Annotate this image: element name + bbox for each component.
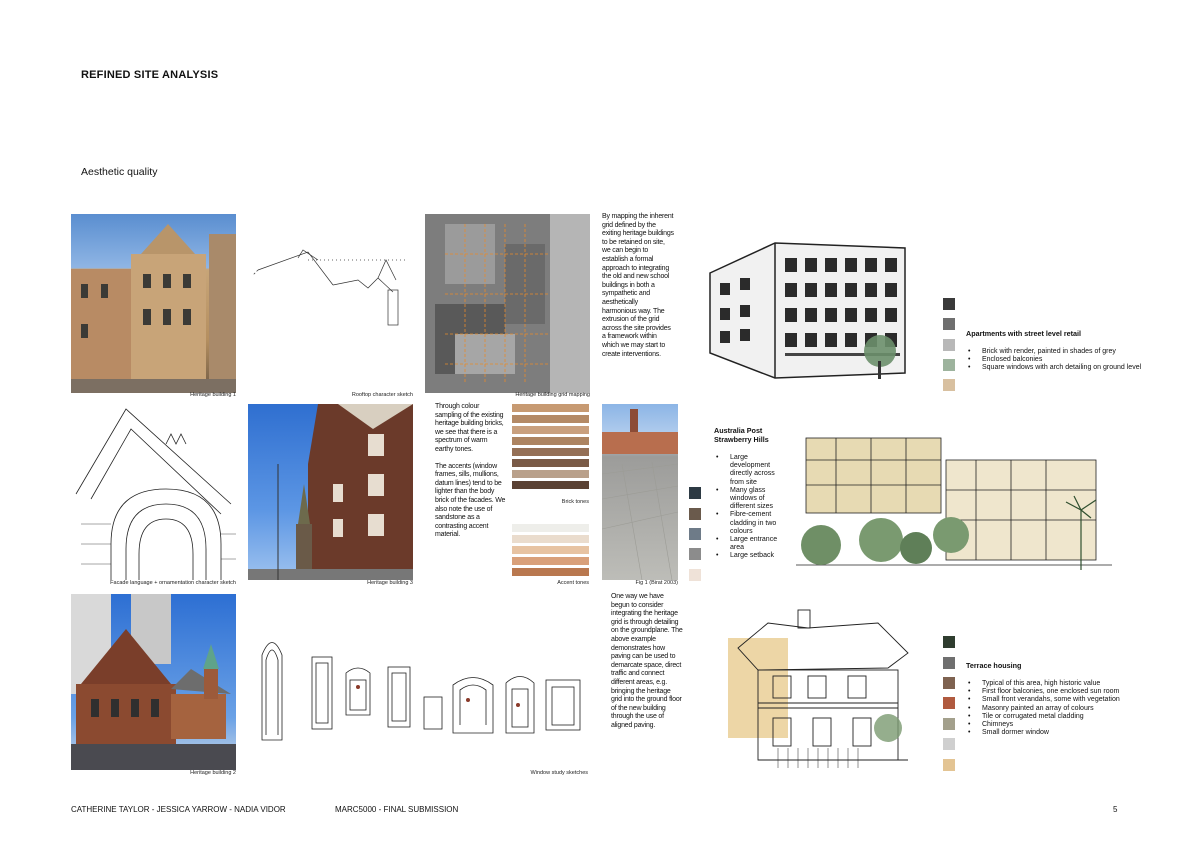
terrace-item: • First floor balconies, one enclosed sun room [982, 688, 1141, 696]
australia-post-title-line-1: Australia Post [714, 426, 763, 435]
apartment-swatch-1 [943, 298, 955, 310]
apartments-item: • Square windows with arch detailing on ground level [982, 364, 1156, 372]
caption-brick-tones: Brick tones [561, 499, 589, 505]
window-study-sketches [248, 625, 588, 745]
brick-tone [512, 470, 589, 478]
grid-description: By mapping the inherent grid defined by the exiting heritage buildings to be retained on site, we can begin to establish a formal approach to integrating the old and new school buildings in both a sympathetic and aesthetically harmonious way. The extrusion of the grid across the site provides a framework within which we may start to create interventions. [602, 213, 674, 358]
terrace-swatch-1 [943, 636, 955, 648]
terrace-swatch-4 [943, 697, 955, 709]
caption-heritage-2: Heritage building 2 [190, 770, 236, 776]
ap-swatch-1 [689, 487, 701, 499]
australia-post-item: • Fibre-cement cladding in two colours [730, 511, 786, 536]
caption-heritage-3: Heritage building 3 [367, 580, 413, 586]
footer-authors: CATHERINE TAYLOR - JESSICA YARROW - NADIA VIDOR [71, 805, 286, 814]
australia-post-item: • Many glass windows of different sizes [730, 487, 786, 512]
page-title: REFINED SITE ANALYSIS [81, 69, 219, 81]
apartments-title: Apartments with street level retail [966, 329, 1082, 338]
terrace-item: • Small dormer window [982, 729, 1141, 737]
australia-post-sketch [796, 430, 1112, 580]
apartment-swatch-2 [943, 318, 955, 330]
paving-photo [602, 404, 678, 580]
accent-tone [512, 535, 589, 543]
brick-tone [512, 404, 589, 412]
apartments-card [966, 329, 1156, 373]
caption-heritage-1: Heritage building 1 [190, 392, 236, 398]
caption-window-study: Window study sketches [530, 770, 588, 776]
apartments-sketch [705, 233, 915, 383]
ap-swatch-3 [689, 528, 701, 540]
terrace-housing-sketch [718, 608, 918, 773]
terrace-swatch-3 [943, 677, 955, 689]
brick-tone [512, 437, 589, 445]
terrace-swatch-7 [943, 759, 955, 771]
australia-post-item: • Large entrance area [730, 536, 786, 552]
accent-tone [512, 557, 589, 565]
caption-rooftop: Rooftop character sketch [351, 392, 413, 398]
heritage-building-1-photo [71, 214, 236, 393]
australia-post-title-line-2: Strawberry Hills [714, 435, 769, 444]
paving-description: One way we have begun to consider integrating the heritage grid is through detailing on the groundplane. The above example demonstrates how paving can be used to demarcate space, direct traffic and connect different areas, e.g. bringing the heritage grid into the ground floor of the new building through the use of aligned paving. [611, 593, 683, 729]
heritage-building-2-photo [71, 594, 236, 770]
grid-mapping-aerial [425, 214, 590, 393]
brick-tone [512, 415, 589, 423]
apartment-swatch-5 [943, 379, 955, 391]
australia-post-item: • Large development directly across from site [730, 454, 786, 487]
brick-tone [512, 459, 589, 467]
apartments-item: • Brick with render, painted in shades of grey [982, 348, 1156, 356]
caption-facade: Facade language + ornamentation character sketch [110, 580, 236, 586]
terrace-item: • Small front verandahs, some with vegetation [982, 696, 1141, 704]
brick-tone [512, 448, 589, 456]
footer-course: MARC5000 - FINAL SUBMISSION [335, 805, 459, 814]
ap-swatch-2 [689, 508, 701, 520]
colour-description [435, 403, 507, 548]
australia-post-title [714, 426, 786, 444]
terrace-item: • Masonry painted an array of colours [982, 705, 1141, 713]
heritage-building-3-photo [248, 404, 413, 580]
page-number: 5 [1113, 805, 1118, 814]
ap-swatch-5 [689, 569, 701, 581]
colour-paragraph-2: The accents (window frames, sills, mullions, datum lines) tend to be lighter than the body brick of the facades. We also note the use of sandstone as a contrasting accent material. [435, 462, 506, 539]
rooftop-sketch [248, 240, 413, 360]
caption-fig: Fig 1 (Birat 2003) [635, 580, 678, 586]
brick-tone [512, 426, 589, 434]
terrace-item: • Chimneys [982, 721, 1141, 729]
accent-tone [512, 546, 589, 554]
australia-post-card [714, 426, 786, 561]
facade-ornament-sketch [71, 404, 236, 580]
terrace-title: Terrace housing [966, 661, 1022, 670]
terrace-item: • Tile or corrugated metal cladding [982, 713, 1141, 721]
colour-paragraph-1: Through colour sampling of the existing heritage building bricks, we see that there is a spectrum of warm earthy tones. [435, 403, 504, 453]
terrace-swatch-5 [943, 718, 955, 730]
apartments-item: • Enclosed balconies [982, 356, 1156, 364]
section-subtitle: Aesthetic quality [81, 166, 158, 178]
brick-tone [512, 481, 589, 489]
caption-grid-mapping: Heritage building grid mapping [515, 392, 590, 398]
australia-post-item: • Large setback [730, 552, 786, 560]
terrace-swatch-6 [943, 738, 955, 750]
apartment-swatch-3 [943, 339, 955, 351]
caption-accent-tones: Accent tones [557, 580, 589, 586]
apartment-swatch-4 [943, 359, 955, 371]
terrace-card [966, 661, 1141, 737]
accent-tone [512, 524, 589, 532]
terrace-swatch-2 [943, 657, 955, 669]
accent-tone [512, 568, 589, 576]
ap-swatch-4 [689, 548, 701, 560]
terrace-item: • Typical of this area, high historic value [982, 680, 1141, 688]
